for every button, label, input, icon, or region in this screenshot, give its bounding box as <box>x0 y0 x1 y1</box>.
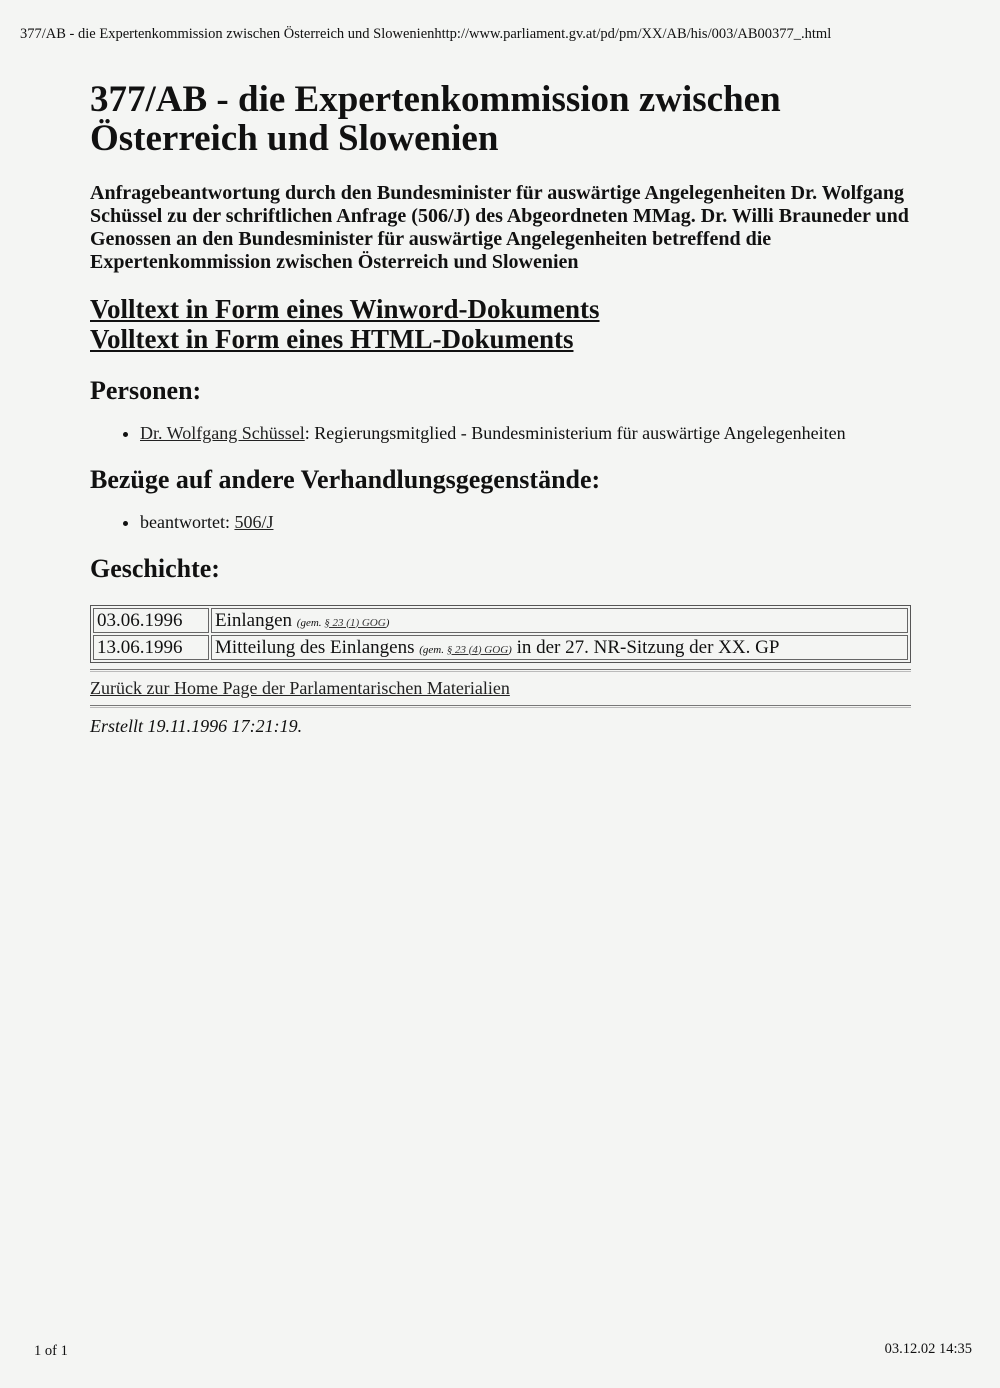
history-event-text: Mitteilung des Einlangens <box>215 636 420 658</box>
gem-prefix: (gem. <box>296 616 325 629</box>
divider <box>90 669 911 672</box>
gem-prefix: (gem. <box>419 643 447 656</box>
history-event <box>211 608 908 633</box>
history-date: 13.06.1996 <box>93 635 209 660</box>
history-date: 03.06.1996 <box>93 608 209 633</box>
gem-suffix: ) <box>508 643 512 656</box>
document-body <box>90 80 920 737</box>
list-item <box>140 513 920 532</box>
back-link-container <box>90 677 920 699</box>
history-gem <box>297 617 390 629</box>
title-line-2: Österreich und Slowenien <box>90 118 499 159</box>
gem-suffix: ) <box>385 616 390 629</box>
references-heading: Bezüge auf andere Verhandlungsgegenstände: <box>90 465 601 494</box>
print-timestamp: 03.12.02 14:35 <box>884 1341 972 1357</box>
fulltext-winword-link[interactable]: Volltext in Form eines Winword-Dokuments <box>90 294 600 324</box>
divider <box>90 705 911 708</box>
history-heading: Geschichte: <box>90 554 220 583</box>
fulltext-links <box>90 294 920 354</box>
history-event-text: Einlangen <box>215 609 297 631</box>
persons-heading: Personen: <box>90 376 202 405</box>
page-title <box>90 80 920 158</box>
table-row <box>93 608 908 633</box>
print-header: 377/AB - die Expertenkommission zwischen Österreich und Slowenienhttp://www.parliament.gv.at/pd/pm/XX/AB/his/003/AB00377_.html <box>20 26 832 42</box>
table-row <box>93 635 908 660</box>
title-line-1: 377/AB - die Expertenkommission zwischen <box>90 79 781 120</box>
person-role: : Regierungsmitglied - Bundesministerium für auswärtige Angelegenheiten <box>304 423 846 443</box>
list-item <box>140 424 920 443</box>
page-count: 1 of 1 <box>34 1343 68 1359</box>
history-gem <box>419 644 512 656</box>
created-timestamp: Erstellt 19.11.1996 17:21:19. <box>90 716 303 736</box>
person-link[interactable]: Dr. Wolfgang Schüssel <box>140 423 305 443</box>
history-event-after: in der 27. NR-Sitzung der XX. GP <box>511 636 780 658</box>
back-home-link[interactable]: Zurück zur Home Page der Parlamentarischen Materialien <box>90 678 510 698</box>
gem-link[interactable]: § 23 (1) GOG <box>324 616 386 629</box>
gem-link[interactable]: § 23 (4) GOG <box>446 643 509 656</box>
history-table <box>90 605 911 663</box>
history-event <box>211 635 908 660</box>
fulltext-html-link[interactable]: Volltext in Form eines HTML-Dokuments <box>90 324 574 354</box>
reference-link[interactable]: 506/J <box>234 512 274 532</box>
references-list <box>90 513 920 532</box>
reference-label: beantwortet: <box>140 512 235 532</box>
persons-list <box>90 424 920 443</box>
subtitle: Anfragebeantwortung durch den Bundesminister für auswärtige Angelegenheiten Dr. Wolfgang Schüssel zu der schriftlichen Anfrage (506/J) des Abgeordneten MMag. Dr. Willi Brauneder und Genossen an den Bundesminister für auswärtige Angelegenheiten betreffend die Expertenkommission zwischen Österreich und Slowenien <box>90 182 909 273</box>
